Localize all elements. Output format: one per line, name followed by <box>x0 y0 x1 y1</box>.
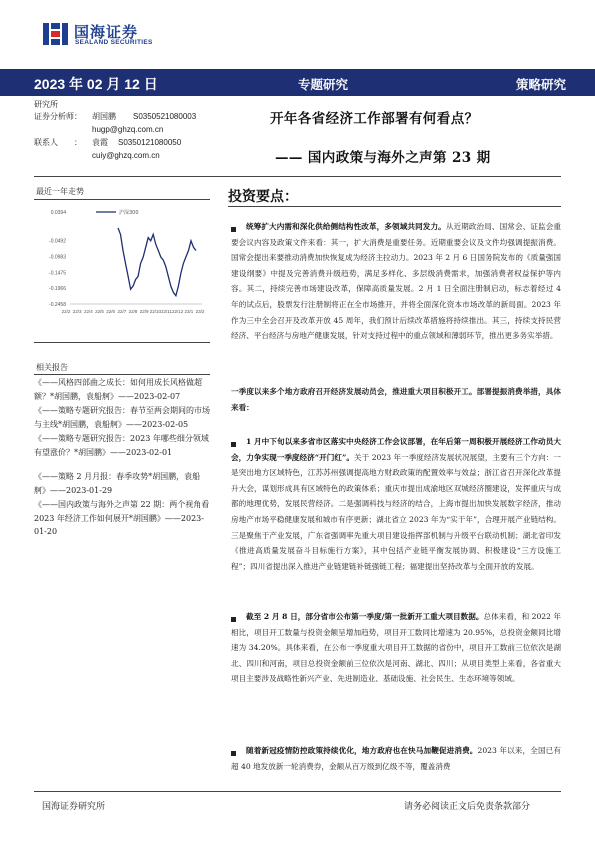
related-report-item[interactable]: 《——国内政策与海外之声第 22 期：两个视角看2023 年经济工作如何展开*胡国鹏》——2023-01-20 <box>34 500 210 537</box>
report-banner <box>0 69 595 96</box>
paragraph-1 <box>231 219 561 344</box>
x-tick-label: 23/2 <box>195 309 205 314</box>
x-tick-label: 22/12 <box>172 309 184 314</box>
report-date: 2023 年 02 月 12 日 <box>34 76 158 92</box>
heading-rule <box>228 206 561 207</box>
institute-label: 研究所 <box>34 100 58 109</box>
analyst-name: 胡国鹏 <box>92 112 116 121</box>
related-report-item[interactable]: 《——风格四部曲之成长：如何用成长风格做超额？*胡国鹏，袁船舸》——2023-02-07 <box>34 378 202 401</box>
paragraph-3 <box>231 434 561 574</box>
x-tick-label: 22/7 <box>117 309 127 314</box>
divider <box>34 176 561 177</box>
paragraph-1-body: 从近期政治局、国常会、证监会重要会议内容及政策文件来看：其一，扩大消费是重要任务。近期重要会议及文件均强调提振消费。国常会提出来要推动消费加快恢复成为经济主拉动力。2023 年 2 月 6 日国务院发布的《质量强国建设纲要》中提及完善消费升级趋势，满足多样化、多层级消费需求，加强消费者权益保护等内容。其二，持续完善市场建设改革，保障高质量发展。2 月 1 日全面注册制启动，标志着经过 4 年的试点后，股票发行注册制将正在全市场推开，并将全面深化资本市场改革的新局面。2023 年作为三中全会召开及改革开放 45 周年，我们预计后续改革措施将持续推出。其三，持续支持民营经济、平台经济与房地产健康发展，针对支持过程中的重点领域和薄弱环节，推出更多务实举措。 <box>231 222 561 341</box>
x-tick-label: 22/5 <box>95 309 104 314</box>
contact-name: 袁霞 <box>92 138 108 147</box>
footer-rule <box>34 791 561 792</box>
related-report-item[interactable]: 《——策略 2 月月报：春季攻势*胡国鹏，袁船舸》——2023-01-29 <box>34 472 201 495</box>
x-tick-label: 22/6 <box>106 309 116 314</box>
contact-email[interactable]: cuiy@ghzq.com.cn <box>92 151 160 160</box>
brand-name-cn: 国海证券 <box>74 24 139 41</box>
contact-label: 联系人 <box>34 138 58 147</box>
y-tick-label: -0.0492 <box>49 238 66 245</box>
footer-disclaimer: 请务必阅读正文后免责条款部分 <box>404 802 531 812</box>
contact-id: S0350121080050 <box>118 138 182 147</box>
related-title-rule <box>34 374 210 375</box>
price-chart <box>34 204 210 330</box>
paragraph-3-lead: 1 月中下旬以来多省市区落实中央经济工作会议部署，在年后第一周积极开展经济工作动员大会，力争实现一季度经济“开门红”。 <box>231 437 561 462</box>
x-tick-label: 22/10 <box>149 309 161 314</box>
paragraph-4-lead: 截至 2 月 8 日，部分省市公布第一季度/第一批新开工重大项目数据。 <box>246 612 484 621</box>
series-line <box>118 228 196 296</box>
y-tick-label: -0.0983 <box>49 254 66 261</box>
report-subtitle: —— 国内政策与海外之声第 23 期 <box>275 150 491 166</box>
chart-title: 最近一年走势 <box>36 187 84 196</box>
paragraph-4 <box>231 609 561 687</box>
chart-bottom-rule <box>34 342 210 343</box>
contact-colon: ： <box>74 138 82 147</box>
analyst-label: 证券分析师： <box>34 112 82 121</box>
analyst-id: S0350521080003 <box>133 112 197 121</box>
related-report-item[interactable]: 《——策略专题研究报告：春节至两会期间的市场与主线*胡国鹏，袁船舸》——2023-02-05 <box>34 406 210 429</box>
paragraph-5 <box>231 743 561 775</box>
paragraph-4-body: 总体来看，和 2022 年相比，项目开工数量与投资金额呈增加趋势，项目开工数同比增速为 20.95%，总投资金额同比增速为 34.20%。具体来看，在公布一季度重大项目开工数据的省份中，项目开工数前三位依次是湖北、四川和河南，项目总投资金额前三位依次是河南、湖北、四川；从项目类型上来看，各省重大项目主要涉及战略性新兴产业、先进制造业、基础设施、社会民生、生态环境等领域。 <box>231 612 561 684</box>
logo-mark-icon <box>42 20 70 48</box>
legend-label: 沪深300 <box>119 210 139 216</box>
brand-logo <box>42 20 162 50</box>
footer-institute: 国海证券研究所 <box>42 802 106 812</box>
report-topic: 专题研究 <box>298 77 349 92</box>
x-tick-label: 22/3 <box>72 309 82 314</box>
related-report-item[interactable]: 《——策略专题研究报告：2023 年哪些细分领域有望涨价？*胡国鹏》——2023-02-01 <box>34 434 209 457</box>
paragraph-5-lead: 随着新冠疫情防控政策持续优化，地方政府也在快马加鞭促进消费。 <box>246 746 478 755</box>
x-tick-label: 22/8 <box>128 309 138 314</box>
y-tick-label: -0.2458 <box>49 302 66 308</box>
y-tick-label: 0.0394 <box>50 210 66 216</box>
paragraph-5-body: 2023 年以来，全国已有超 40 地发放新一轮消费券，金额从百万级到亿级不等，覆盖消费 <box>231 746 561 771</box>
x-tick-label: 22/11 <box>161 309 172 314</box>
x-tick-label: 22/4 <box>83 309 93 314</box>
related-reports-title: 相关报告 <box>36 363 68 372</box>
report-type: 策略研究 <box>516 77 567 92</box>
y-tick-label: -0.1475 <box>49 270 66 277</box>
paragraph-2: 一季度以来多个地方政府召开经济发展动员会，推进重大项目积极开工。部署提振消费举措，具体来看： <box>231 387 561 412</box>
key-points-heading: 投资要点： <box>228 189 298 205</box>
y-tick-label: -0.1966 <box>49 286 66 293</box>
analyst-email[interactable]: hugp@ghzq.com.cn <box>92 125 164 134</box>
brand-name-en: SEALAND SECURITIES <box>75 39 153 46</box>
x-tick-label: 22/2 <box>61 309 71 314</box>
paragraph-1-lead: 统筹扩大内需和深化供给侧结构性改革，多领域共同发力。 <box>246 222 446 231</box>
report-title: 开年各省经济工作部署有何看点？ <box>270 111 479 127</box>
x-tick-label: 23/1 <box>184 309 194 314</box>
paragraph-3-body: 关于 2023 年一季度经济发展状况展望，主要有三个方向：一是突出地方区域特色，江苏苏州强调提高地方财政政策的配置效率与效益；浙江省召开深化改革提升大会，谋划形成具有区域特色的政策体系；重庆市提出成渝地区双城经济圈建设，发挥重庆与成都的地理优势，发展民营经济。二是强调科技与经济的结合，上海市提出加快发展数字经济，推动房地产市场平稳健康发展和城市有序更新；湖北省立 2023 年为“实干年”，合理开展产业链结构。三是聚焦于产业发展，广东省强调率先重大项目建设指挥部机制与升级平台联动机制；湖北省印发《推进高质量发展奋斗目标施行方案》，其中包括产业链平衡发展协调、积极建设“三方设施工程”；四川省提出深入推进产业链建链补链强链工程；福建提出坚持改革与全面开放的发展。 <box>231 452 561 571</box>
chart-title-rule <box>34 199 210 200</box>
x-tick-label: 22/9 <box>139 309 149 314</box>
